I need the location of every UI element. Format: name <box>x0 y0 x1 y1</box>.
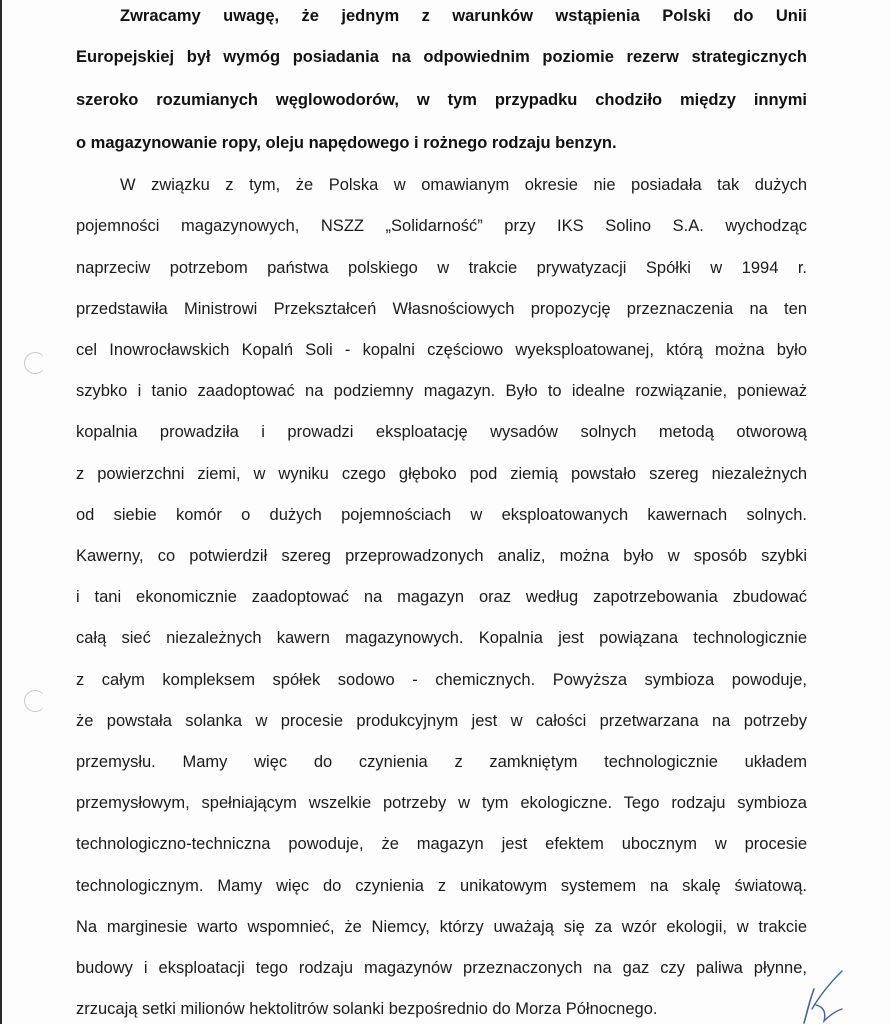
paragraph-2-line-2: pojemności magazynowych, NSZZ „Solidarność” przy IKS Solino S.A. wychodząc <box>76 217 807 235</box>
paragraph-2-line-12: całą sieć niezależnych kawern magazynowych. Kopalnia jest powiązana technologicznie <box>76 629 807 647</box>
paragraph-2-line-21: zrzucają setki milionów hektolitrów solanki bezpośrednio do Morza Północnego. <box>76 1000 658 1018</box>
punch-hole-top <box>24 352 46 374</box>
paragraph-2-line-4: przedstawiła Ministrowi Przekształceń Własnościowych propozycję przeznaczenia na ten <box>76 300 807 318</box>
paragraph-2-line-11: i tani ekonomicznie zaadoptować na magazyn oraz według zapotrzebowania zbudować <box>76 588 807 606</box>
paragraph-2-line-20: budowy i eksploatacji tego rodzaju magazynów przeznaczonych na gaz czy paliwa płynne, <box>76 959 807 977</box>
paragraph-2-line-18: technologicznym. Mamy więc do czynienia z unikatowym systemem na skalę światową. <box>76 877 807 895</box>
paragraph-2-line-9: od siebie komór o dużych pojemnościach w eksploatowanych kawernach solnych. <box>76 506 807 524</box>
paragraph-2-line-3: naprzeciw potrzebom państwa polskiego w trakcie prywatyzacji Spółki w 1994 r. <box>76 259 807 277</box>
paragraph-2-line-19: Na marginesie warto wspomnieć, że Niemcy, którzy uważają się za wzór ekologii, w trakcie <box>76 918 807 936</box>
signature-initials <box>790 965 860 1025</box>
paragraph-2-line-14: że powstała solanka w procesie produkcyjnym jest w całości przetwarzana na potrzeby <box>76 712 807 730</box>
paragraph-1-line-1: Zwracamy uwagę, że jednym z warunków wstąpienia Polski do Unii <box>120 7 807 25</box>
paragraph-2-line-15: przemysłu. Mamy więc do czynienia z zamkniętym technologicznie układem <box>76 753 807 771</box>
paragraph-2-line-8: z powierzchni ziemi, w wyniku czego głęboko pod ziemią powstało szereg niezależnych <box>76 465 807 483</box>
paragraph-2-line-10: Kawerny, co potwierdził szereg przeprowadzonych analiz, można było w sposób szybki <box>76 547 807 565</box>
paragraph-2-line-16: przemysłowym, spełniającym wszelkie potrzeby w tym ekologiczne. Tego rodzaju symbioza <box>76 794 807 812</box>
punch-hole-bottom <box>24 690 46 712</box>
paragraph-1-line-2: Europejskiej był wymóg posiadania na odpowiednim poziomie rezerw strategicznych <box>76 48 807 66</box>
paragraph-2-line-5: cel Inowrocławskich Kopalń Soli - kopalni częściowo wyeksploatowanej, którą można było <box>76 341 807 359</box>
paragraph-1-line-4: o magazynowanie ropy, oleju napędowego i rożnego rodzaju benzyn. <box>76 134 617 152</box>
paragraph-2-line-7: kopalnia prowadziła i prowadzi eksploatację wysadów solnych metodą otworową <box>76 423 807 441</box>
paragraph-2-line-17: technologiczno-techniczna powoduje, że magazyn jest efektem ubocznym w procesie <box>76 835 807 853</box>
paragraph-2-line-13: z całym kompleksem spółek sodowo - chemicznych. Powyższa symbioza powoduje, <box>76 671 807 689</box>
paragraph-2-line-1: W związku z tym, że Polska w omawianym okresie nie posiadała tak dużych <box>120 176 807 194</box>
paragraph-1-line-3: szeroko rozumianych węglowodorów, w tym przypadku chodziło między innymi <box>76 91 807 109</box>
page-edge-line <box>0 0 2 1024</box>
paragraph-2-line-6: szybko i tanio zaadoptować na podziemny magazyn. Było to idealne rozwiązanie, ponieważ <box>76 382 807 400</box>
